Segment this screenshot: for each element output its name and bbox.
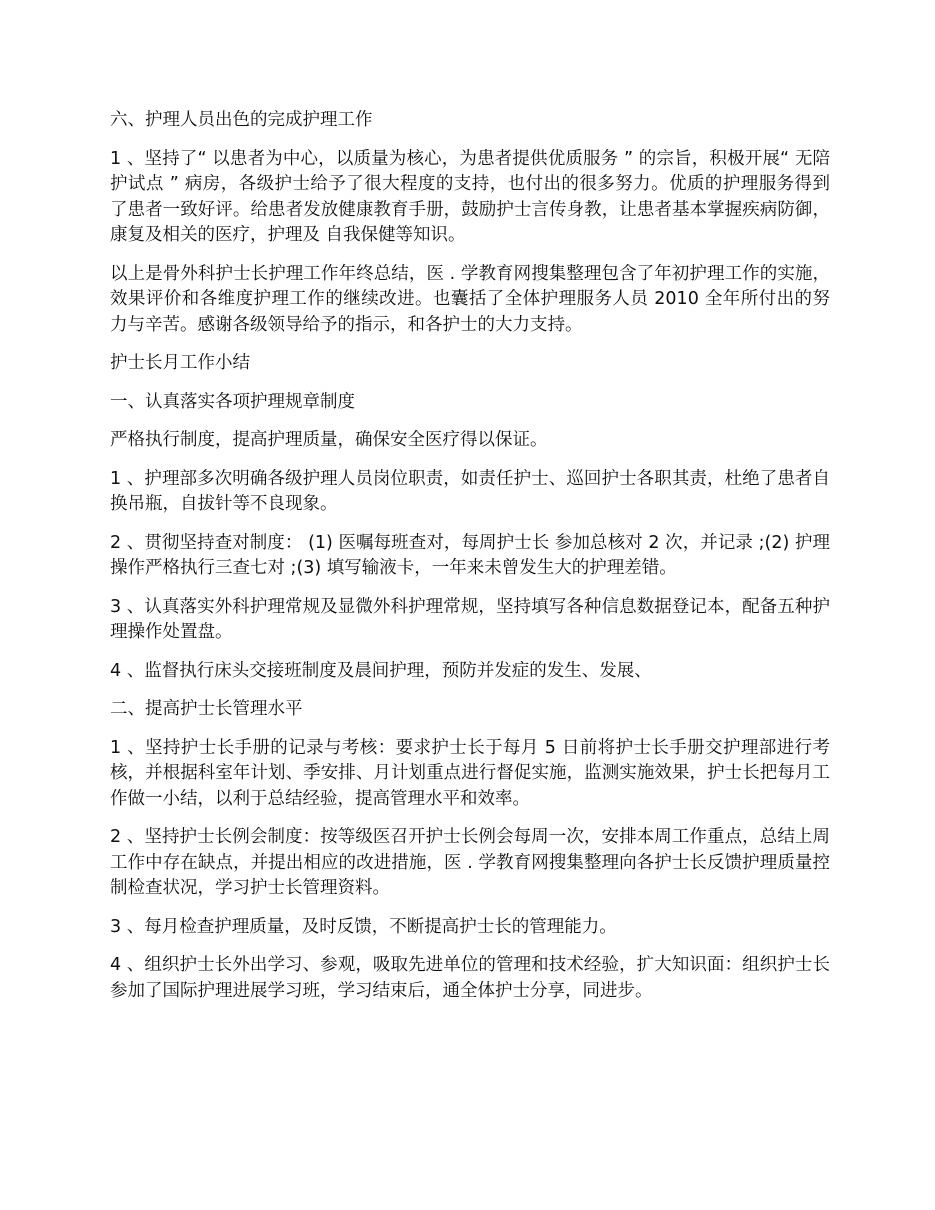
section-heading-one: 一、认真落实各项护理规章制度: [110, 391, 355, 412]
paragraph-summary: 以上是骨外科护士长护理工作年终总结，医 . 学教育网搜集整理包含了年初护理工作的实施，效果评价和各维度护理工作的继续改进。也囊括了全体护理服务人员 2010 全年所付出的努力与辛苦。感谢各级领导给予的指示，和各护士的大力支持。: [110, 263, 830, 335]
paragraph-item-3-inspection: 3 、每月检查护理质量，及时反馈，不断提高护士长的管理能力。: [110, 916, 617, 937]
paragraph-item-4-handover: 4 、监督执行床头交接班制度及晨间护理，预防并发症的发生、发展、: [110, 660, 652, 681]
paragraph-item-2-meetings: 2 、坚持护士长例会制度：按等级医召开护士长例会每周一次，安排本周工作重点，总结上周工作中存在缺点，并提出相应的改进措施，医 . 学教育网搜集整理向各护士长反馈护理质量控制检查状况，学习护士长管理资料。: [110, 827, 830, 898]
section-heading-monthly-summary: 护士长月工作小结: [110, 353, 250, 373]
paragraph-item-1: 1 、坚持了“ 以患者为中心，以质量为核心，为患者提供优质服务 ” 的宗旨，积极开展“ 无陪护试点 ” 病房，各级护士给予了很大程度的支持，也付出的很多努力。优质的护理服务得到了患者一致好评。给患者发放健康教育手册，鼓励护士言传身教，让患者基本掌握疾病防御，康复及相关的医疗，护理及 自我保健等知识。: [110, 148, 830, 245]
paragraph-item-4-training: 4 、组织护士长外出学习、参观，吸取先进单位的管理和技术经验，扩大知识面：组织护士长参加了国际护理进展学习班，学习结束后，通全体护士分享，同进步。: [110, 955, 830, 1001]
paragraph-item-2-checks: 2 、贯彻坚持查对制度： (1) 医嘱每班查对，每周护士长 参加总核对 2 次，并记录 ;(2) 护理操作严格执行三查七对 ;(3) 填写输液卡，一年来未曾发生大的护理差错。: [110, 532, 830, 578]
paragraph-intro: 严格执行制度，提高护理质量，确保安全医疗得以保证。: [110, 430, 548, 450]
section-heading-two: 二、提高护士长管理水平: [110, 699, 303, 719]
paragraph-item-1-handbook: 1 、坚持护士长手册的记录与考核：要求护士长于每月 5 日前将护士长手册交护理部进行考核，并根据科室年计划、季安排、月计划重点进行督促实施，监测实施效果，护士长把每月工作做一小结，以利于总结经验，提高管理水平和效率。: [110, 737, 830, 809]
section-heading-six: 六、护理人员出色的完成护理工作: [110, 110, 373, 130]
document-body: [110, 108, 830, 1017]
paragraph-item-3-routines: 3 、认真落实外科护理常规及显微外科护理常规，坚持填写各种信息数据登记本，配备五种护理操作处置盘。: [110, 596, 830, 642]
paragraph-item-1-duties: 1 、护理部多次明确各级护理人员岗位职责，如责任护士、巡回护士各职其责，杜绝了患者自换吊瓶，自拔针等不良现象。: [110, 468, 830, 514]
